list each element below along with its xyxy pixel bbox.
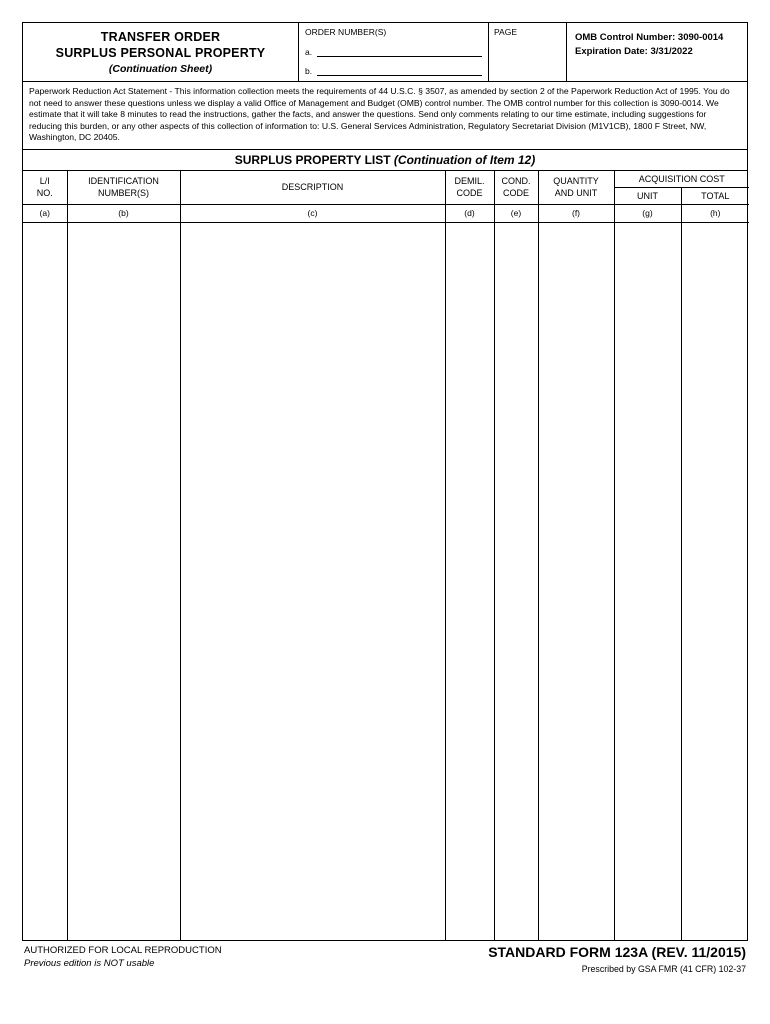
- column-header-li-no: [23, 171, 67, 205]
- column-header-total-cost: TOTAL: [681, 187, 749, 204]
- table-body-row: [23, 222, 749, 940]
- form-container: [22, 22, 748, 941]
- prescribed-by-note: Prescribed by GSA FMR (41 CFR) 102-37: [581, 963, 746, 974]
- order-number-b-rule[interactable]: [317, 65, 482, 76]
- table-header-row-1: [23, 171, 749, 188]
- column-header-cond-code: [494, 171, 538, 205]
- column-letter-d: (d): [445, 204, 494, 222]
- column-header-li-no-line2: NO.: [36, 188, 53, 199]
- omb-expiration-date: Expiration Date: 3/31/2022: [575, 46, 693, 57]
- order-number-a-prefix: a.: [305, 47, 313, 57]
- entry-cell-identification-numbers[interactable]: [67, 222, 180, 940]
- order-number-block: [299, 23, 489, 81]
- column-header-unit-cost: UNIT: [614, 187, 681, 204]
- entry-cell-total-cost[interactable]: [681, 222, 749, 940]
- column-letter-g: (g): [614, 204, 681, 222]
- entry-cell-quantity-and-unit[interactable]: [538, 222, 614, 940]
- column-header-demil-line2: CODE: [456, 188, 483, 199]
- column-header-description-line1: DESCRIPTION: [281, 182, 344, 193]
- column-group-header-acquisition-cost: ACQUISITION COST: [614, 171, 749, 188]
- column-letter-f: (f): [538, 204, 614, 222]
- paperwork-reduction-act-statement: [23, 82, 747, 150]
- column-header-cond-line2: CODE: [502, 188, 529, 199]
- section-title-italic: (Continuation of Item 12): [393, 152, 536, 167]
- previous-edition-note: Previous edition is NOT usable: [24, 957, 155, 969]
- order-number-field-b[interactable]: [305, 65, 482, 76]
- form-title-line3: (Continuation Sheet): [108, 63, 213, 75]
- page-block[interactable]: [489, 23, 567, 81]
- column-letter-b: (b): [67, 204, 180, 222]
- form-title-block: [23, 23, 299, 81]
- column-letter-a: (a): [23, 204, 67, 222]
- column-header-quantity-line2: AND UNIT: [554, 188, 598, 199]
- entry-cell-unit-cost[interactable]: [614, 222, 681, 940]
- column-header-quantity-and-unit: [538, 171, 614, 205]
- omb-block: [567, 23, 747, 81]
- form-footer: [22, 944, 748, 976]
- page-label: PAGE: [494, 27, 517, 37]
- paperwork-text: Paperwork Reduction Act Statement - This information collection meets the requirements of 44 U.S.C. § 3507, as amended by section 2 of the Paperwork Reduction Act of 1995. You do not need to answer these questions unless we display a valid Office of Management and Budget (OMB) control number. The OMB control number for this collection is 3090-0014. We estimate that it will take 8 minutes to read the instructions, gather the facts, and answer the questions. Send only comments relating to our time estimate, including suggestions for reducing this burden, or any other aspects of this collection of information to: U.S. General Services Administration, Regulatory Secretariat Division (M1V1CB), 1800 F Street, NW, Washington, DC 20405.: [29, 86, 730, 143]
- entry-cell-demil-code[interactable]: [445, 222, 494, 940]
- authorized-for-local-reproduction: AUTHORIZED FOR LOCAL REPRODUCTION: [24, 944, 222, 956]
- form-header: [23, 23, 747, 82]
- surplus-property-list-title: [23, 150, 747, 171]
- form-title-line1: TRANSFER ORDER: [100, 30, 221, 44]
- column-header-quantity-line1: QUANTITY: [553, 176, 599, 187]
- column-letter-c: (c): [180, 204, 445, 222]
- column-header-demil-line1: DEMIL.: [454, 176, 485, 187]
- order-number-b-prefix: b.: [305, 66, 313, 76]
- surplus-property-table: [23, 171, 749, 940]
- column-header-identification-numbers: [67, 171, 180, 205]
- table-column-letter-row: [23, 204, 749, 222]
- entry-cell-li-no[interactable]: [23, 222, 67, 940]
- column-header-cond-line1: COND.: [501, 176, 531, 187]
- column-header-identification-line2: NUMBER(S): [98, 188, 149, 199]
- section-title-plain: SURPLUS PROPERTY LIST: [234, 152, 394, 167]
- form-title-line2: SURPLUS PERSONAL PROPERTY: [55, 46, 266, 60]
- footer-right-block: [488, 944, 746, 976]
- column-letter-h: (h): [681, 204, 749, 222]
- order-number-field-a[interactable]: [305, 46, 482, 57]
- column-header-identification-line1: IDENTIFICATION: [88, 176, 159, 187]
- entry-cell-cond-code[interactable]: [494, 222, 538, 940]
- order-number-a-rule[interactable]: [317, 46, 482, 57]
- column-header-demil-code: [445, 171, 494, 205]
- order-number-label: ORDER NUMBER(S): [305, 27, 387, 37]
- footer-left-block: [24, 944, 222, 970]
- column-header-description: [180, 171, 445, 205]
- entry-cell-description[interactable]: [180, 222, 445, 940]
- standard-form-id: STANDARD FORM 123A (REV. 11/2015): [488, 943, 746, 960]
- column-letter-e: (e): [494, 204, 538, 222]
- omb-control-number: OMB Control Number: 3090-0014: [575, 32, 724, 43]
- column-header-li-no-line1: L/I: [39, 176, 50, 187]
